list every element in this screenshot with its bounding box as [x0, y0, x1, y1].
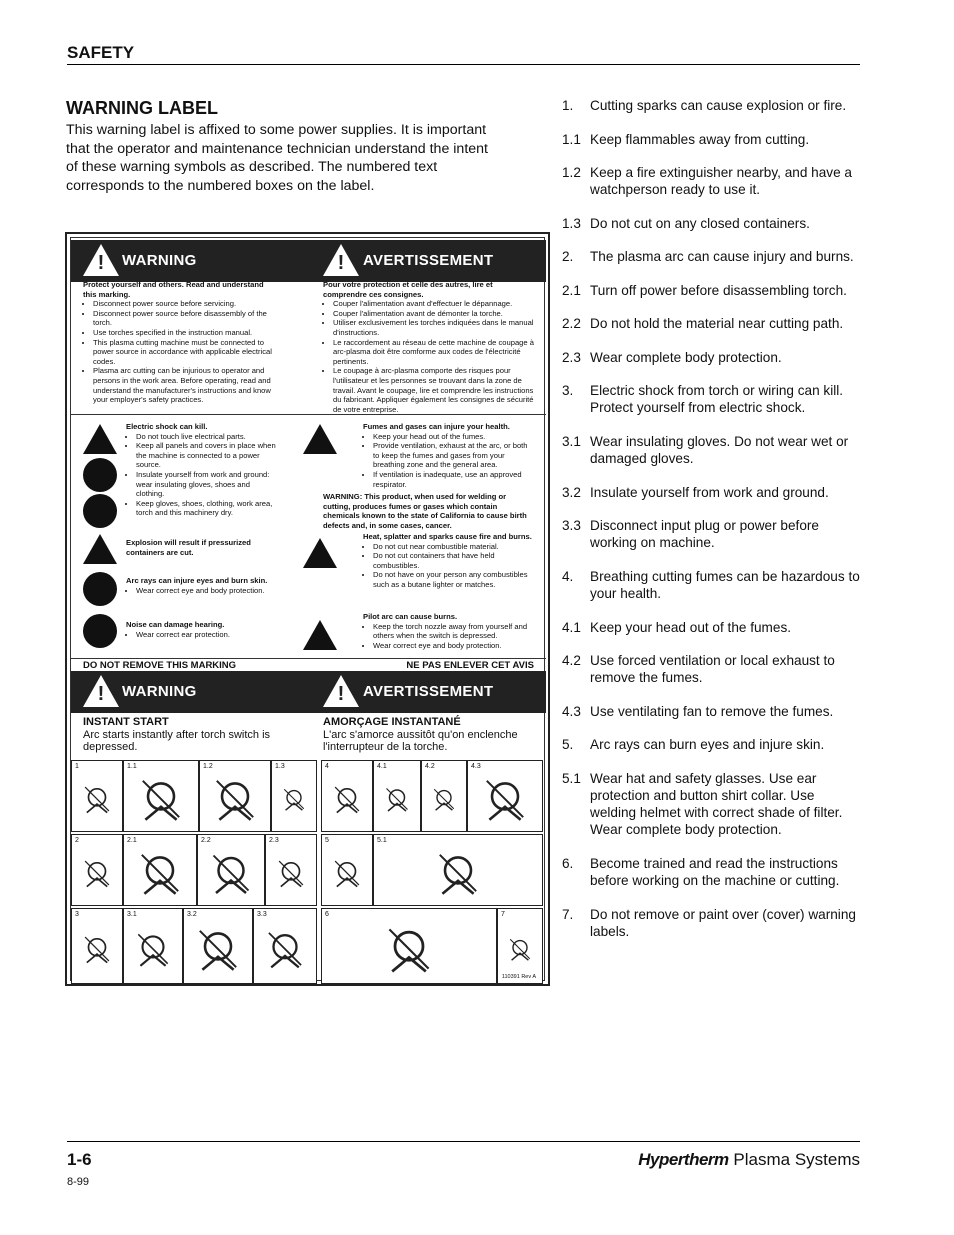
pictogram-cell: [123, 908, 183, 984]
list-item: 4.3 Use ventilating fan to remove the fumes.: [562, 703, 834, 719]
footer-rule: [67, 1141, 860, 1142]
pictogram-cell: [71, 908, 123, 984]
bullet-item: • Do not cut near combustible material.: [373, 542, 535, 552]
pictogram-cell: [71, 834, 123, 906]
pictogram-cell: [253, 908, 317, 984]
noise-text: Noise can damage hearing. • Wear correct ear protection.: [126, 620, 278, 639]
pictogram-cell: [321, 834, 373, 906]
warning-label-graphic: [65, 232, 550, 986]
pictogram-icon: [192, 921, 244, 977]
bullet-item: • Provide ventilation, exhaust at the arc, or both to keep the fumes and gases from your breathing zone and the general area.: [373, 441, 535, 470]
pictogram-number: 3.1: [127, 911, 137, 918]
bullet-item: • Use torches specified in the instruction manual.: [93, 328, 279, 338]
pictogram-icon: [330, 773, 364, 825]
pictogram-number: 4: [325, 763, 329, 770]
pictogram-number: 4.2: [425, 763, 435, 770]
pictogram-cell: [183, 908, 253, 984]
list-item: 1.1 Keep flammables away from cutting.: [562, 131, 810, 147]
list-item: 4. Breathing cutting fumes can be hazardous to your health.: [562, 568, 860, 602]
brand-footer: Hypertherm Plasma Systems: [638, 1150, 860, 1169]
skull-icon: [303, 424, 337, 454]
pictogram-number: 6: [325, 911, 329, 918]
boot-icon: [83, 458, 117, 492]
pictogram-icon: [430, 773, 458, 825]
pictogram-cell: [265, 834, 317, 906]
pictogram-number: 1: [75, 763, 79, 770]
section-header: SAFETY: [67, 43, 135, 62]
en-intro: Protect yourself and others. Read and understand this marking. • Disconnect power source before servicing. • Disconnect power source before disassembly of the torch. • Use torches specified in the instruction manual. • This plasma cutting machine must be connected to power source in accordance with applicable electrical codes. • Plasma arc cutting can be injurious to operator and persons in the work area. Before operating, read and understand the manufacturer's instructions and know your employer's safety practices.: [83, 280, 279, 405]
pictogram-cell: [497, 908, 543, 984]
pictogram-icon: [80, 921, 114, 977]
warning-bar-top: ! WARNING ! AVERTISSEMENT: [71, 240, 546, 282]
pictogram-number: 3.3: [257, 911, 267, 918]
rays-text: Arc rays can injure eyes and burn skin. • Wear correct eye and body protection.: [126, 576, 278, 595]
list-item: 4.2 Use forced ventilation or local exhaust to remove the fumes.: [562, 653, 835, 686]
bullet-item: • Do not touch live electrical parts.: [136, 432, 278, 442]
warning-heading: WARNING: [122, 683, 197, 700]
pictogram-icon: [506, 921, 534, 977]
pictogram-cell: [71, 760, 123, 832]
pictogram-icon: [132, 773, 190, 825]
warning-label-title: WARNING LABEL: [66, 98, 218, 118]
face-shield-icon: [83, 572, 117, 606]
pictogram-number: 5.1: [377, 837, 387, 844]
numbered-list: [562, 97, 862, 956]
warning-heading: WARNING: [122, 252, 197, 269]
list-item: 6. Become trained and read the instructions before working on the machine or cutting.: [562, 855, 840, 889]
california-warning: WARNING: This product, when used for welding or cutting, produces fumes or gases which contain chemicals known to the state of California to cause birth defects and, in some cases, cancer.: [323, 492, 527, 530]
list-item: 2.3 Wear complete body protection.: [562, 349, 782, 365]
bullet-item: • Disconnect power source before disassembly of the torch.: [93, 309, 279, 328]
explosion-icon: [83, 534, 117, 564]
pictogram-number: 3: [75, 911, 79, 918]
avertissement-heading: AVERTISSEMENT: [363, 252, 494, 269]
list-item: 3.1 Wear insulating gloves. Do not wear wet or damaged gloves.: [562, 433, 849, 467]
heat-text: Heat, splatter and sparks cause fire and burns. • Do not cut near combustible material. • Do not cut containers that have held combustibles. • Do not have on your person any combustibles such as a butane lighter or matches.: [363, 532, 535, 590]
explosion-text: Explosion will result if pressurized containers are cut.: [126, 538, 251, 557]
bullet-item: • Keep all panels and covers in place when the machine is connected to a power source.: [136, 441, 278, 470]
bullet-item: • Wear correct eye and body protection.: [136, 586, 278, 596]
pictogram-cell: [373, 760, 421, 832]
list-item: 1.2 Keep a fire extinguisher nearby, and have a watchperson ready to use it.: [562, 165, 852, 198]
part-number: 110391 Rev A: [501, 974, 536, 980]
pictogram-cell: [123, 760, 199, 832]
pictogram-cell: [123, 834, 197, 906]
pictogram-icon: [382, 773, 412, 825]
pictogram-icon: [262, 921, 308, 977]
pictogram-icon: [132, 921, 174, 977]
pictogram-icon: [280, 773, 308, 825]
pictogram-number: 5: [325, 837, 329, 844]
list-item: 5.1 Wear hat and safety glasses. Use ear protection and button shirt collar. Use welding helmet with correct shade of filter. Wear complete body protection.: [562, 770, 843, 838]
instant-start: INSTANT START Arc starts instantly after torch switch is depressed.: [83, 716, 271, 753]
list-item: 5. Arc rays can burn eyes and injure skin.: [562, 737, 825, 753]
pictogram-cell: [197, 834, 265, 906]
bullet-item: • Disconnect power source before servicing.: [93, 299, 279, 309]
fire-icon: [303, 620, 337, 650]
list-item: 3.3 Disconnect input plug or power before working on machine.: [562, 518, 819, 551]
glove-icon: [83, 494, 117, 528]
list-item: 3. Electric shock from torch or wiring can kill. Protect yourself from electric shock.: [562, 383, 844, 416]
bullet-item: • Wear correct eye and body protection.: [373, 641, 535, 651]
pictogram-cell: [373, 834, 543, 906]
pictogram-cell: [321, 908, 497, 984]
bullet-item: • Do not cut containers that have held combustibles.: [373, 551, 535, 570]
list-item: 7. Do not remove or paint over (cover) warning labels.: [562, 906, 856, 939]
pictogram-icon: [274, 847, 308, 899]
fire-icon: [303, 538, 337, 568]
pictogram-cell: [271, 760, 317, 832]
pictogram-cell: [467, 760, 543, 832]
pictogram-icon: [330, 921, 488, 977]
ne-pas-enlever-text: NE PAS ENLEVER CET AVIS: [406, 660, 534, 671]
pictogram-number: 2: [75, 837, 79, 844]
pictogram-icon: [80, 847, 114, 899]
list-item: 2. The plasma arc can cause injury and burns.: [562, 249, 854, 265]
avertissement-heading: AVERTISSEMENT: [363, 683, 494, 700]
bullet-item: • Couper l'alimentation avant d'effectuer le dépannage.: [333, 299, 535, 309]
bullet-item: • Utiliser exclusivement les torches indiquées dans le manual d'instructions.: [333, 318, 535, 337]
warning-bar-bottom: ! WARNING ! AVERTISSEMENT: [71, 671, 546, 713]
pictogram-number: 1.2: [203, 763, 213, 770]
list-item: 4.1 Keep your head out of the fumes.: [562, 619, 792, 635]
amorcage-instantane: AMORÇAGE INSTANTANÉ L'arc s'amorce aussitôt qu'on enclenche l'interrupteur de la torche.: [323, 716, 518, 753]
pilot-text: Pilot arc can cause burns. • Keep the torch nozzle away from yourself and others when the switch is depressed. • Wear correct eye and body protection.: [363, 612, 535, 650]
bullet-item: • This plasma cutting machine must be connected to power source in accordance with applicable electrical codes.: [93, 338, 279, 367]
bullet-item: • Plasma arc cutting can be injurious to operator and persons in the work area. Before operating, read and understand the manufacturer's instructions and know your employer's safety practices.: [93, 366, 279, 404]
bullet-item: • If ventilation is inadequate, use an approved respirator.: [373, 470, 535, 489]
pictogram-number: 2.2: [201, 837, 211, 844]
pictogram-icon: [330, 847, 364, 899]
pictogram-icon: [206, 847, 256, 899]
fr-intro: Pour votre protection et celle des autres, lire et comprendre ces consignes. • Couper l'alimentation avant d'effectuer le dépannage. • Couper l'alimentation avant de démonter la torche. • Utiliser exclusivement les torches indiquées dans le manual d'instructions. • Le raccordement au réseau de cette machine de coupage à arc-plasma doit être comforme aux codes de l'électricité pertinents. • Le coupage à arc-plasma comporte des risques pour l'utilisateur et les personnes se trouvant dans la zone de travail. Avant le coupage, lire et comprendre les instructions du fabricant. Appliquer également les consignes de sécurité de votre entreprise.: [323, 280, 535, 414]
pictogram-icon: [132, 847, 188, 899]
list-item: 2.1 Turn off power before disassembling torch.: [562, 282, 847, 298]
do-not-remove-text: DO NOT REMOVE THIS MARKING: [83, 660, 237, 671]
pictogram-cell: [421, 760, 467, 832]
pictogram-number: 2.1: [127, 837, 137, 844]
pictogram-icon: [80, 773, 114, 825]
page-number: 1-6: [67, 1150, 92, 1169]
fumes-text: Fumes and gases can injure your health. • Keep your head out of the fumes. • Provide ventilation, exhaust at the arc, or both to keep the fumes and gases from your breathing zone and the general area. • If ventilation is inadequate, use an approved respirator.: [363, 422, 535, 489]
bullet-item: • Do not have on your person any combustibles such as a butane lighter or matches.: [373, 570, 535, 589]
pictogram-cell: [321, 760, 373, 832]
list-item: 1. Cutting sparks can cause explosion or fire.: [562, 98, 847, 113]
header-rule: [67, 64, 860, 65]
pictogram-number: 1.1: [127, 763, 137, 770]
list-item: 1.3 Do not cut on any closed containers.: [562, 215, 810, 231]
warning-label-body: This warning label is affixed to some power supplies. It is important that the operator and maintenance technician understand the intent of these warning symbols as described. The numbered text corresponds to the numbered boxes on the label.: [66, 122, 488, 195]
bullet-item: • Insulate yourself from work and ground: wear insulating gloves, shoes and clothing.: [136, 470, 278, 499]
list-item: 3.2 Insulate yourself from work and ground.: [562, 484, 829, 500]
list-item: 2.2 Do not hold the material near cutting path.: [562, 316, 844, 332]
shock-text: Electric shock can kill. • Do not touch live electrical parts. • Keep all panels and covers in place when the machine is connected to a power source. • Insulate yourself from work and ground: wear insulating gloves, shoes and clothing. • Keep gloves, shoes, clothing, work area, torch and this machinery dry.: [126, 422, 278, 518]
pictogram-number: 4.1: [377, 763, 387, 770]
bullet-item: • Keep gloves, shoes, clothing, work area, torch and this machinery dry.: [136, 499, 278, 518]
bullet-item: • Wear correct ear protection.: [136, 630, 278, 640]
pictogram-number: 3.2: [187, 911, 197, 918]
pictogram-number: 1.3: [275, 763, 285, 770]
bullet-item: • Le raccordement au réseau de cette machine de coupage à arc-plasma doit être comforme aux codes de l'électricité pertinents.: [333, 338, 535, 367]
pictogram-icon: [208, 773, 262, 825]
pictogram-icon: [382, 847, 534, 899]
pictogram-cell: [199, 760, 271, 832]
pictogram-number: 7: [501, 911, 505, 918]
electric-shock-icon: [83, 424, 117, 454]
bullet-item: • Le coupage à arc-plasma comporte des risques pour l'utilisateur et les personnes se trouvant dans la zone de travail. Avant le coupage, lire et comprendre les instructions du fabricant. Appliquer également les consignes de sécurité de votre entreprise.: [333, 366, 535, 414]
pictogram-icon: [476, 773, 534, 825]
bullet-item: • Couper l'alimentation avant de démonter la torche.: [333, 309, 535, 319]
revision-date: 8-99: [67, 1176, 90, 1188]
ear-protection-icon: [83, 614, 117, 648]
bullet-item: • Keep your head out of the fumes.: [373, 432, 535, 442]
pictogram-number: 2.3: [269, 837, 279, 844]
pictogram-number: 4.3: [471, 763, 481, 770]
bullet-item: • Keep the torch nozzle away from yourself and others when the switch is depressed.: [373, 622, 535, 641]
